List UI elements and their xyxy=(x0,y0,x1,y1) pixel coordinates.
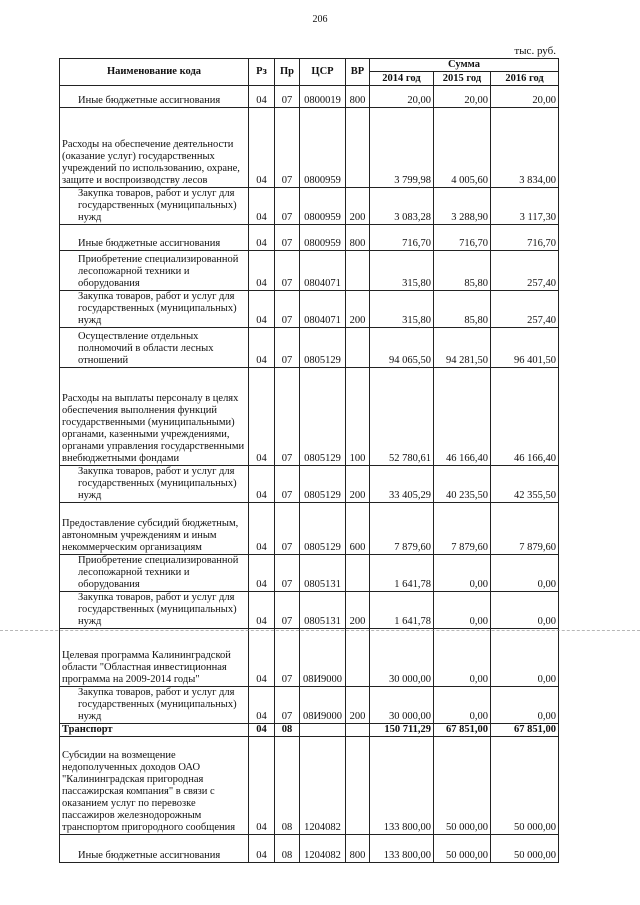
cell-y2016: 7 879,60 xyxy=(491,503,559,555)
cell-csr: 08И9000 xyxy=(300,687,346,724)
cell-pr: 07 xyxy=(275,251,300,291)
cell-vr xyxy=(346,737,370,835)
cell-vr: 800 xyxy=(346,835,370,863)
cell-csr: 0805129 xyxy=(300,368,346,466)
cell-rz: 04 xyxy=(249,328,275,368)
cell-y2015: 94 281,50 xyxy=(434,328,491,368)
table-row xyxy=(60,291,559,328)
cell-csr: 0805131 xyxy=(300,592,346,629)
cell-y2014: 52 780,61 xyxy=(370,368,434,466)
cell-y2014: 3 799,98 xyxy=(370,108,434,188)
cell-y2015: 0,00 xyxy=(434,687,491,724)
cell-y2014: 3 083,28 xyxy=(370,188,434,225)
cell-rz: 04 xyxy=(249,724,275,737)
cell-y2014: 133 800,00 xyxy=(370,737,434,835)
cell-rz: 04 xyxy=(249,368,275,466)
cell-csr xyxy=(300,724,346,737)
cell-csr: 0805129 xyxy=(300,503,346,555)
table-row xyxy=(60,835,559,863)
cell-csr: 08И9000 xyxy=(300,629,346,687)
cell-y2016: 96 401,50 xyxy=(491,328,559,368)
cell-csr: 0800959 xyxy=(300,188,346,225)
cell-y2016: 50 000,00 xyxy=(491,737,559,835)
cell-name: Иные бюджетные ассигнования xyxy=(60,835,249,863)
cell-y2016: 0,00 xyxy=(491,629,559,687)
cell-rz: 04 xyxy=(249,225,275,251)
cell-y2014: 94 065,50 xyxy=(370,328,434,368)
cell-name: Иные бюджетные ассигнования xyxy=(60,86,249,108)
cell-pr: 07 xyxy=(275,687,300,724)
cell-name: Приобретение специализированной лесопожарной техники и оборудования xyxy=(60,251,249,291)
table-header xyxy=(60,59,559,86)
cell-y2016: 46 166,40 xyxy=(491,368,559,466)
cell-pr: 07 xyxy=(275,503,300,555)
cell-name: Транспорт xyxy=(60,724,249,737)
header-2014: 2014 год xyxy=(370,72,434,86)
cell-y2016: 0,00 xyxy=(491,592,559,629)
cell-vr xyxy=(346,629,370,687)
cell-y2016: 42 355,50 xyxy=(491,466,559,503)
cell-vr: 800 xyxy=(346,86,370,108)
cell-vr: 100 xyxy=(346,368,370,466)
cell-y2015: 46 166,40 xyxy=(434,368,491,466)
cell-name: Субсидии на возмещение недополученных доходов ОАО "Калининградская пригородная пассажирская компания" в связи с оказанием услуг по перевозке пассажиров железнодорожным транспортом пригородного сообщения xyxy=(60,737,249,835)
cell-y2014: 1 641,78 xyxy=(370,555,434,592)
cell-name: Расходы на обеспечение деятельности (оказание услуг) государственных учреждений по использованию, охране, защите и воспроизводству лесов xyxy=(60,108,249,188)
cell-y2015: 85,80 xyxy=(434,251,491,291)
cell-rz: 04 xyxy=(249,291,275,328)
cell-name: Закупка товаров, работ и услуг для государственных (муниципальных) нужд xyxy=(60,687,249,724)
cell-pr: 07 xyxy=(275,368,300,466)
cell-pr: 07 xyxy=(275,225,300,251)
cell-y2015: 0,00 xyxy=(434,555,491,592)
cell-y2014: 315,80 xyxy=(370,251,434,291)
cell-name: Приобретение специализированной лесопожарной техники и оборудования xyxy=(60,555,249,592)
header-rz: Рз xyxy=(249,59,275,86)
table-row xyxy=(60,687,559,724)
cell-csr: 0800959 xyxy=(300,108,346,188)
cell-vr xyxy=(346,328,370,368)
cell-y2014: 30 000,00 xyxy=(370,629,434,687)
cell-pr: 07 xyxy=(275,291,300,328)
cell-y2015: 0,00 xyxy=(434,629,491,687)
cell-y2015: 67 851,00 xyxy=(434,724,491,737)
cell-rz: 04 xyxy=(249,188,275,225)
table-row xyxy=(60,737,559,835)
cell-y2014: 1 641,78 xyxy=(370,592,434,629)
cell-csr: 0804071 xyxy=(300,291,346,328)
cell-y2014: 30 000,00 xyxy=(370,687,434,724)
cell-rz: 04 xyxy=(249,108,275,188)
table-row xyxy=(60,86,559,108)
cell-rz: 04 xyxy=(249,466,275,503)
cell-pr: 08 xyxy=(275,835,300,863)
cell-y2015: 7 879,60 xyxy=(434,503,491,555)
cell-name: Целевая программа Калининградской области "Областная инвестиционная программа на 2009-2014 годы" xyxy=(60,629,249,687)
cell-y2016: 20,00 xyxy=(491,86,559,108)
cell-vr xyxy=(346,251,370,291)
cell-y2016: 0,00 xyxy=(491,555,559,592)
table-row xyxy=(60,251,559,291)
header-2016: 2016 год xyxy=(491,72,559,86)
cell-name: Закупка товаров, работ и услуг для государственных (муниципальных) нужд xyxy=(60,466,249,503)
cell-name: Расходы на выплаты персоналу в целях обеспечения выполнения функций государственными (муниципальными) органами, казенными учреждениями, органами управления государственными внебюджетными фондами xyxy=(60,368,249,466)
cell-vr: 200 xyxy=(346,291,370,328)
cell-name: Закупка товаров, работ и услуг для государственных (муниципальных) нужд xyxy=(60,188,249,225)
table-row xyxy=(60,555,559,592)
cell-csr: 0805129 xyxy=(300,466,346,503)
cell-name: Закупка товаров, работ и услуг для государственных (муниципальных) нужд xyxy=(60,291,249,328)
cell-rz: 04 xyxy=(249,555,275,592)
budget-table xyxy=(59,58,559,863)
table-row xyxy=(60,724,559,737)
cell-name: Осуществление отдельных полномочий в области лесных отношений xyxy=(60,328,249,368)
cell-csr: 1204082 xyxy=(300,835,346,863)
cell-vr: 200 xyxy=(346,466,370,503)
cell-pr: 07 xyxy=(275,592,300,629)
page-number: 206 xyxy=(312,14,328,25)
header-vr: ВР xyxy=(346,59,370,86)
cell-y2015: 50 000,00 xyxy=(434,737,491,835)
cell-y2014: 315,80 xyxy=(370,291,434,328)
cell-vr: 200 xyxy=(346,188,370,225)
cell-y2016: 3 117,30 xyxy=(491,188,559,225)
cell-name: Предоставление субсидий бюджетным, автономным учреждениям и иным некоммерческим организациям xyxy=(60,503,249,555)
cell-y2015: 50 000,00 xyxy=(434,835,491,863)
cell-csr: 0805129 xyxy=(300,328,346,368)
cell-csr: 1204082 xyxy=(300,737,346,835)
cell-y2016: 257,40 xyxy=(491,251,559,291)
cell-vr xyxy=(346,555,370,592)
cell-csr: 0805131 xyxy=(300,555,346,592)
cell-rz: 04 xyxy=(249,592,275,629)
table-row xyxy=(60,188,559,225)
cell-y2015: 40 235,50 xyxy=(434,466,491,503)
cell-name: Иные бюджетные ассигнования xyxy=(60,225,249,251)
cell-rz: 04 xyxy=(249,86,275,108)
cell-csr: 0800959 xyxy=(300,225,346,251)
cell-y2016: 3 834,00 xyxy=(491,108,559,188)
cell-y2016: 50 000,00 xyxy=(491,835,559,863)
cell-y2015: 4 005,60 xyxy=(434,108,491,188)
cell-rz: 04 xyxy=(249,687,275,724)
cell-vr: 200 xyxy=(346,687,370,724)
cell-y2014: 33 405,29 xyxy=(370,466,434,503)
unit-label: тыс. руб. xyxy=(514,45,556,57)
cell-y2016: 0,00 xyxy=(491,687,559,724)
cell-pr: 08 xyxy=(275,724,300,737)
header-2015: 2015 год xyxy=(434,72,491,86)
table-body xyxy=(60,86,559,863)
table-row xyxy=(60,108,559,188)
budget-table-container xyxy=(59,58,558,863)
cell-y2014: 150 711,29 xyxy=(370,724,434,737)
cell-csr: 0800019 xyxy=(300,86,346,108)
scan-fold-line xyxy=(0,630,640,633)
cell-vr xyxy=(346,724,370,737)
cell-y2014: 133 800,00 xyxy=(370,835,434,863)
cell-pr: 07 xyxy=(275,466,300,503)
cell-pr: 07 xyxy=(275,328,300,368)
cell-vr: 800 xyxy=(346,225,370,251)
table-row xyxy=(60,629,559,687)
cell-name: Закупка товаров, работ и услуг для государственных (муниципальных) нужд xyxy=(60,592,249,629)
cell-rz: 04 xyxy=(249,251,275,291)
cell-y2014: 7 879,60 xyxy=(370,503,434,555)
cell-rz: 04 xyxy=(249,737,275,835)
cell-y2015: 0,00 xyxy=(434,592,491,629)
cell-y2016: 716,70 xyxy=(491,225,559,251)
cell-csr: 0804071 xyxy=(300,251,346,291)
cell-pr: 07 xyxy=(275,555,300,592)
cell-y2016: 257,40 xyxy=(491,291,559,328)
header-csr: ЦСР xyxy=(300,59,346,86)
cell-rz: 04 xyxy=(249,629,275,687)
header-pr: Пр xyxy=(275,59,300,86)
header-sum: Сумма xyxy=(370,59,559,72)
cell-pr: 07 xyxy=(275,108,300,188)
cell-pr: 07 xyxy=(275,629,300,687)
table-row xyxy=(60,368,559,466)
cell-vr: 200 xyxy=(346,592,370,629)
cell-y2014: 716,70 xyxy=(370,225,434,251)
cell-pr: 07 xyxy=(275,188,300,225)
cell-rz: 04 xyxy=(249,835,275,863)
cell-y2015: 20,00 xyxy=(434,86,491,108)
cell-vr: 600 xyxy=(346,503,370,555)
table-row xyxy=(60,592,559,629)
cell-y2014: 20,00 xyxy=(370,86,434,108)
cell-pr: 07 xyxy=(275,86,300,108)
cell-rz: 04 xyxy=(249,503,275,555)
cell-y2015: 85,80 xyxy=(434,291,491,328)
header-name: Наименование кода xyxy=(60,59,249,86)
table-row xyxy=(60,328,559,368)
cell-y2015: 716,70 xyxy=(434,225,491,251)
table-row xyxy=(60,225,559,251)
cell-pr: 08 xyxy=(275,737,300,835)
cell-y2015: 3 288,90 xyxy=(434,188,491,225)
table-row xyxy=(60,466,559,503)
table-row xyxy=(60,503,559,555)
cell-vr xyxy=(346,108,370,188)
cell-y2016: 67 851,00 xyxy=(491,724,559,737)
